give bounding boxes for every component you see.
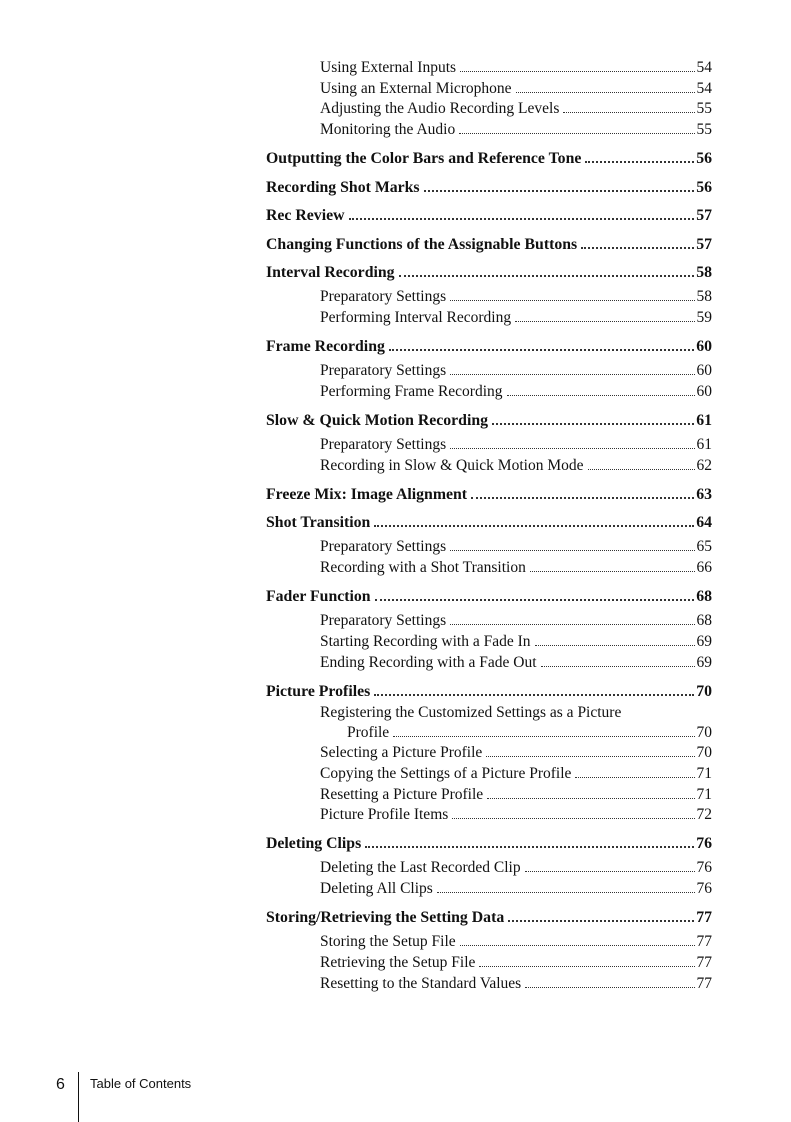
toc-page-number: 55 <box>696 121 712 139</box>
toc-entry-title: Ending Recording with a Fade Out <box>320 653 537 671</box>
toc-page-number: 76 <box>696 880 712 898</box>
toc-entry[interactable] <box>320 457 712 478</box>
toc-page-number: 58 <box>696 264 712 282</box>
toc-page-number: 54 <box>696 79 712 97</box>
toc-entry[interactable] <box>320 786 712 807</box>
dot-leader <box>450 374 694 375</box>
toc-entry[interactable] <box>320 765 712 786</box>
toc-entry-title: Deleting the Last Recorded Clip <box>320 859 521 877</box>
toc-entry-title: Interval Recording <box>266 264 395 282</box>
dot-leader <box>507 395 695 396</box>
toc-entry-title: Registering the Customized Settings as a Picture <box>320 703 622 721</box>
toc-page-number: 61 <box>696 436 712 453</box>
toc-entry-title: Resetting a Picture Profile <box>320 785 484 803</box>
toc-entry-title: Recording with a Shot Transition <box>320 559 526 577</box>
toc-entry-title: Freeze Mix: Image Alignment <box>266 485 468 503</box>
dot-leader <box>588 469 695 470</box>
dot-leader <box>424 190 695 192</box>
toc-section-heading[interactable] <box>266 486 712 506</box>
toc-page-number: 70 <box>696 744 712 762</box>
dot-leader <box>374 694 694 696</box>
toc-page-number: 60 <box>696 338 712 356</box>
dot-leader <box>450 624 694 625</box>
toc-entry-title: Retrieving the Setup File <box>320 954 476 971</box>
toc-page-number: 55 <box>696 100 712 118</box>
toc-entry-title: Performing Frame Recording <box>320 382 503 400</box>
toc-page-number: 57 <box>696 235 712 253</box>
toc-page-number: 54 <box>696 59 712 76</box>
toc-section-heading[interactable] <box>266 412 712 432</box>
toc-entry-title: Preparatory Settings <box>320 362 447 380</box>
toc-entry[interactable] <box>320 633 712 654</box>
toc-page-number: 56 <box>696 150 712 168</box>
footer-section-title: Table of Contents <box>90 1076 192 1091</box>
toc-entry-title: Selecting a Picture Profile <box>320 744 483 762</box>
toc-page-number: 64 <box>696 514 712 532</box>
toc-entry[interactable] <box>320 880 712 901</box>
dot-leader <box>563 112 694 113</box>
toc-page-number: 71 <box>696 785 712 803</box>
toc-entry-title: Picture Profile Items <box>320 806 449 824</box>
dot-leader <box>375 599 695 601</box>
toc-page-number: 62 <box>696 456 712 474</box>
dot-leader <box>581 247 694 249</box>
toc-page-number: 68 <box>696 612 712 630</box>
table-of-contents <box>266 59 712 995</box>
dot-leader <box>525 987 694 988</box>
dot-leader <box>450 448 694 449</box>
page-number: 6 <box>56 1076 65 1093</box>
toc-entry-title: Adjusting the Audio Recording Levels <box>320 100 560 118</box>
toc-page-number: 65 <box>696 538 712 556</box>
toc-section-heading[interactable] <box>266 683 712 703</box>
toc-entry[interactable] <box>320 80 712 101</box>
dot-leader <box>471 497 694 499</box>
toc-entry[interactable] <box>320 744 712 765</box>
toc-entry[interactable] <box>320 954 712 975</box>
toc-entry[interactable] <box>320 309 712 330</box>
dot-leader <box>460 945 695 946</box>
toc-entry[interactable] <box>320 559 712 580</box>
dot-leader <box>492 423 694 425</box>
dot-leader <box>508 920 694 922</box>
toc-entry-title: Preparatory Settings <box>320 288 447 306</box>
toc-entry-title: Shot Transition <box>266 514 371 532</box>
dot-leader <box>450 550 694 551</box>
toc-section-heading[interactable] <box>266 179 712 199</box>
toc-entry-title: Frame Recording <box>266 338 385 356</box>
toc-page-number: 56 <box>696 178 712 196</box>
toc-page-number: 69 <box>696 632 712 650</box>
toc-entry-title: Recording Shot Marks <box>266 178 420 196</box>
toc-entry-title: Storing the Setup File <box>320 933 456 951</box>
toc-entry-title: Slow & Quick Motion Recording <box>266 412 489 429</box>
dot-leader <box>515 321 694 322</box>
toc-entry[interactable] <box>320 383 712 404</box>
dot-leader <box>374 525 694 527</box>
dot-leader <box>460 71 694 72</box>
toc-entry[interactable] <box>320 100 712 121</box>
toc-entry-wrapped[interactable] <box>320 703 712 744</box>
toc-entry[interactable] <box>320 436 712 457</box>
toc-section-heading[interactable] <box>266 514 712 534</box>
toc-entry-continuation <box>347 724 712 745</box>
toc-entry-title: Preparatory Settings <box>320 436 447 453</box>
toc-page-number: 60 <box>696 382 712 400</box>
toc-page-number: 58 <box>696 288 712 306</box>
toc-entry[interactable] <box>320 612 712 633</box>
dot-leader <box>365 846 694 848</box>
dot-leader <box>479 966 694 967</box>
toc-entry-title: Deleting All Clips <box>320 880 433 898</box>
toc-page-number: 70 <box>696 723 712 741</box>
toc-entry[interactable] <box>320 933 712 954</box>
dot-leader <box>516 92 695 93</box>
toc-section-heading[interactable] <box>266 264 712 284</box>
toc-entry[interactable] <box>320 654 712 675</box>
toc-page-number: 63 <box>696 485 712 503</box>
toc-entry-title: Preparatory Settings <box>320 538 447 556</box>
dot-leader <box>452 818 694 819</box>
toc-section-heading[interactable] <box>266 338 712 358</box>
toc-page-number: 71 <box>696 764 712 782</box>
toc-entry-title: Copying the Settings of a Picture Profile <box>320 764 572 782</box>
toc-section-heading[interactable] <box>266 835 712 855</box>
toc-entry-title: Deleting Clips <box>266 835 362 853</box>
toc-page-number: 61 <box>696 412 712 429</box>
toc-page-number: 57 <box>696 207 712 225</box>
toc-entry[interactable] <box>320 806 712 827</box>
toc-entry-title: Outputting the Color Bars and Reference Tone <box>266 150 582 168</box>
toc-page-number: 59 <box>696 308 712 326</box>
dot-leader <box>575 777 694 778</box>
dot-leader <box>535 645 695 646</box>
toc-page-number: 60 <box>696 362 712 380</box>
dot-leader <box>525 871 695 872</box>
toc-section-heading[interactable] <box>266 909 712 929</box>
toc-entry-title: Using External Inputs <box>320 59 457 76</box>
dot-leader <box>349 218 695 220</box>
dot-leader <box>487 798 694 799</box>
toc-entry[interactable] <box>320 859 712 880</box>
toc-section-heading[interactable] <box>266 588 712 608</box>
toc-entry-title: Performing Interval Recording <box>320 308 512 326</box>
toc-entry-title: Picture Profiles <box>266 682 371 700</box>
toc-entry-title: Starting Recording with a Fade In <box>320 632 531 650</box>
toc-entry-title: Recording in Slow & Quick Motion Mode <box>320 456 584 474</box>
toc-entry-title: Using an External Microphone <box>320 79 512 97</box>
toc-entry[interactable] <box>320 121 712 142</box>
dot-leader <box>530 571 695 572</box>
dot-leader <box>585 161 694 163</box>
dot-leader <box>450 300 694 301</box>
toc-entry-title: Resetting to the Standard Values <box>320 974 522 992</box>
toc-page-number: 70 <box>696 682 712 700</box>
toc-entry-title-continued: Profile <box>347 723 390 741</box>
toc-entry-title: Changing Functions of the Assignable Buttons <box>266 235 578 253</box>
dot-leader <box>389 349 694 351</box>
toc-section-heading[interactable] <box>266 207 712 227</box>
toc-entry[interactable] <box>320 362 712 383</box>
toc-page-number: 72 <box>696 806 712 824</box>
toc-page-number: 77 <box>696 933 712 951</box>
dot-leader <box>541 666 695 667</box>
toc-entry[interactable] <box>320 538 712 559</box>
toc-entry[interactable] <box>320 975 712 996</box>
toc-section-heading[interactable] <box>266 236 712 256</box>
toc-entry-title: Preparatory Settings <box>320 612 447 630</box>
toc-entry-title: Storing/Retrieving the Setting Data <box>266 909 505 927</box>
toc-page-number: 66 <box>696 559 712 577</box>
toc-section-heading[interactable] <box>266 150 712 170</box>
toc-page-number: 77 <box>696 954 712 971</box>
dot-leader <box>399 275 695 277</box>
toc-page-number: 76 <box>696 835 712 853</box>
toc-entry-title: Rec Review <box>266 207 345 225</box>
dot-leader <box>459 133 694 134</box>
toc-page-number: 77 <box>696 909 712 927</box>
toc-entry[interactable] <box>320 288 712 309</box>
toc-page-number: 76 <box>696 859 712 877</box>
toc-page-number: 77 <box>696 974 712 992</box>
toc-page-number: 68 <box>696 588 712 606</box>
toc-entry[interactable] <box>320 59 712 80</box>
dot-leader <box>393 736 694 737</box>
footer-divider <box>78 1072 79 1122</box>
toc-page-number: 69 <box>696 653 712 671</box>
toc-entry-title: Monitoring the Audio <box>320 121 456 139</box>
dot-leader <box>486 756 694 757</box>
dot-leader <box>437 892 695 893</box>
toc-entry-title: Fader Function <box>266 588 371 606</box>
